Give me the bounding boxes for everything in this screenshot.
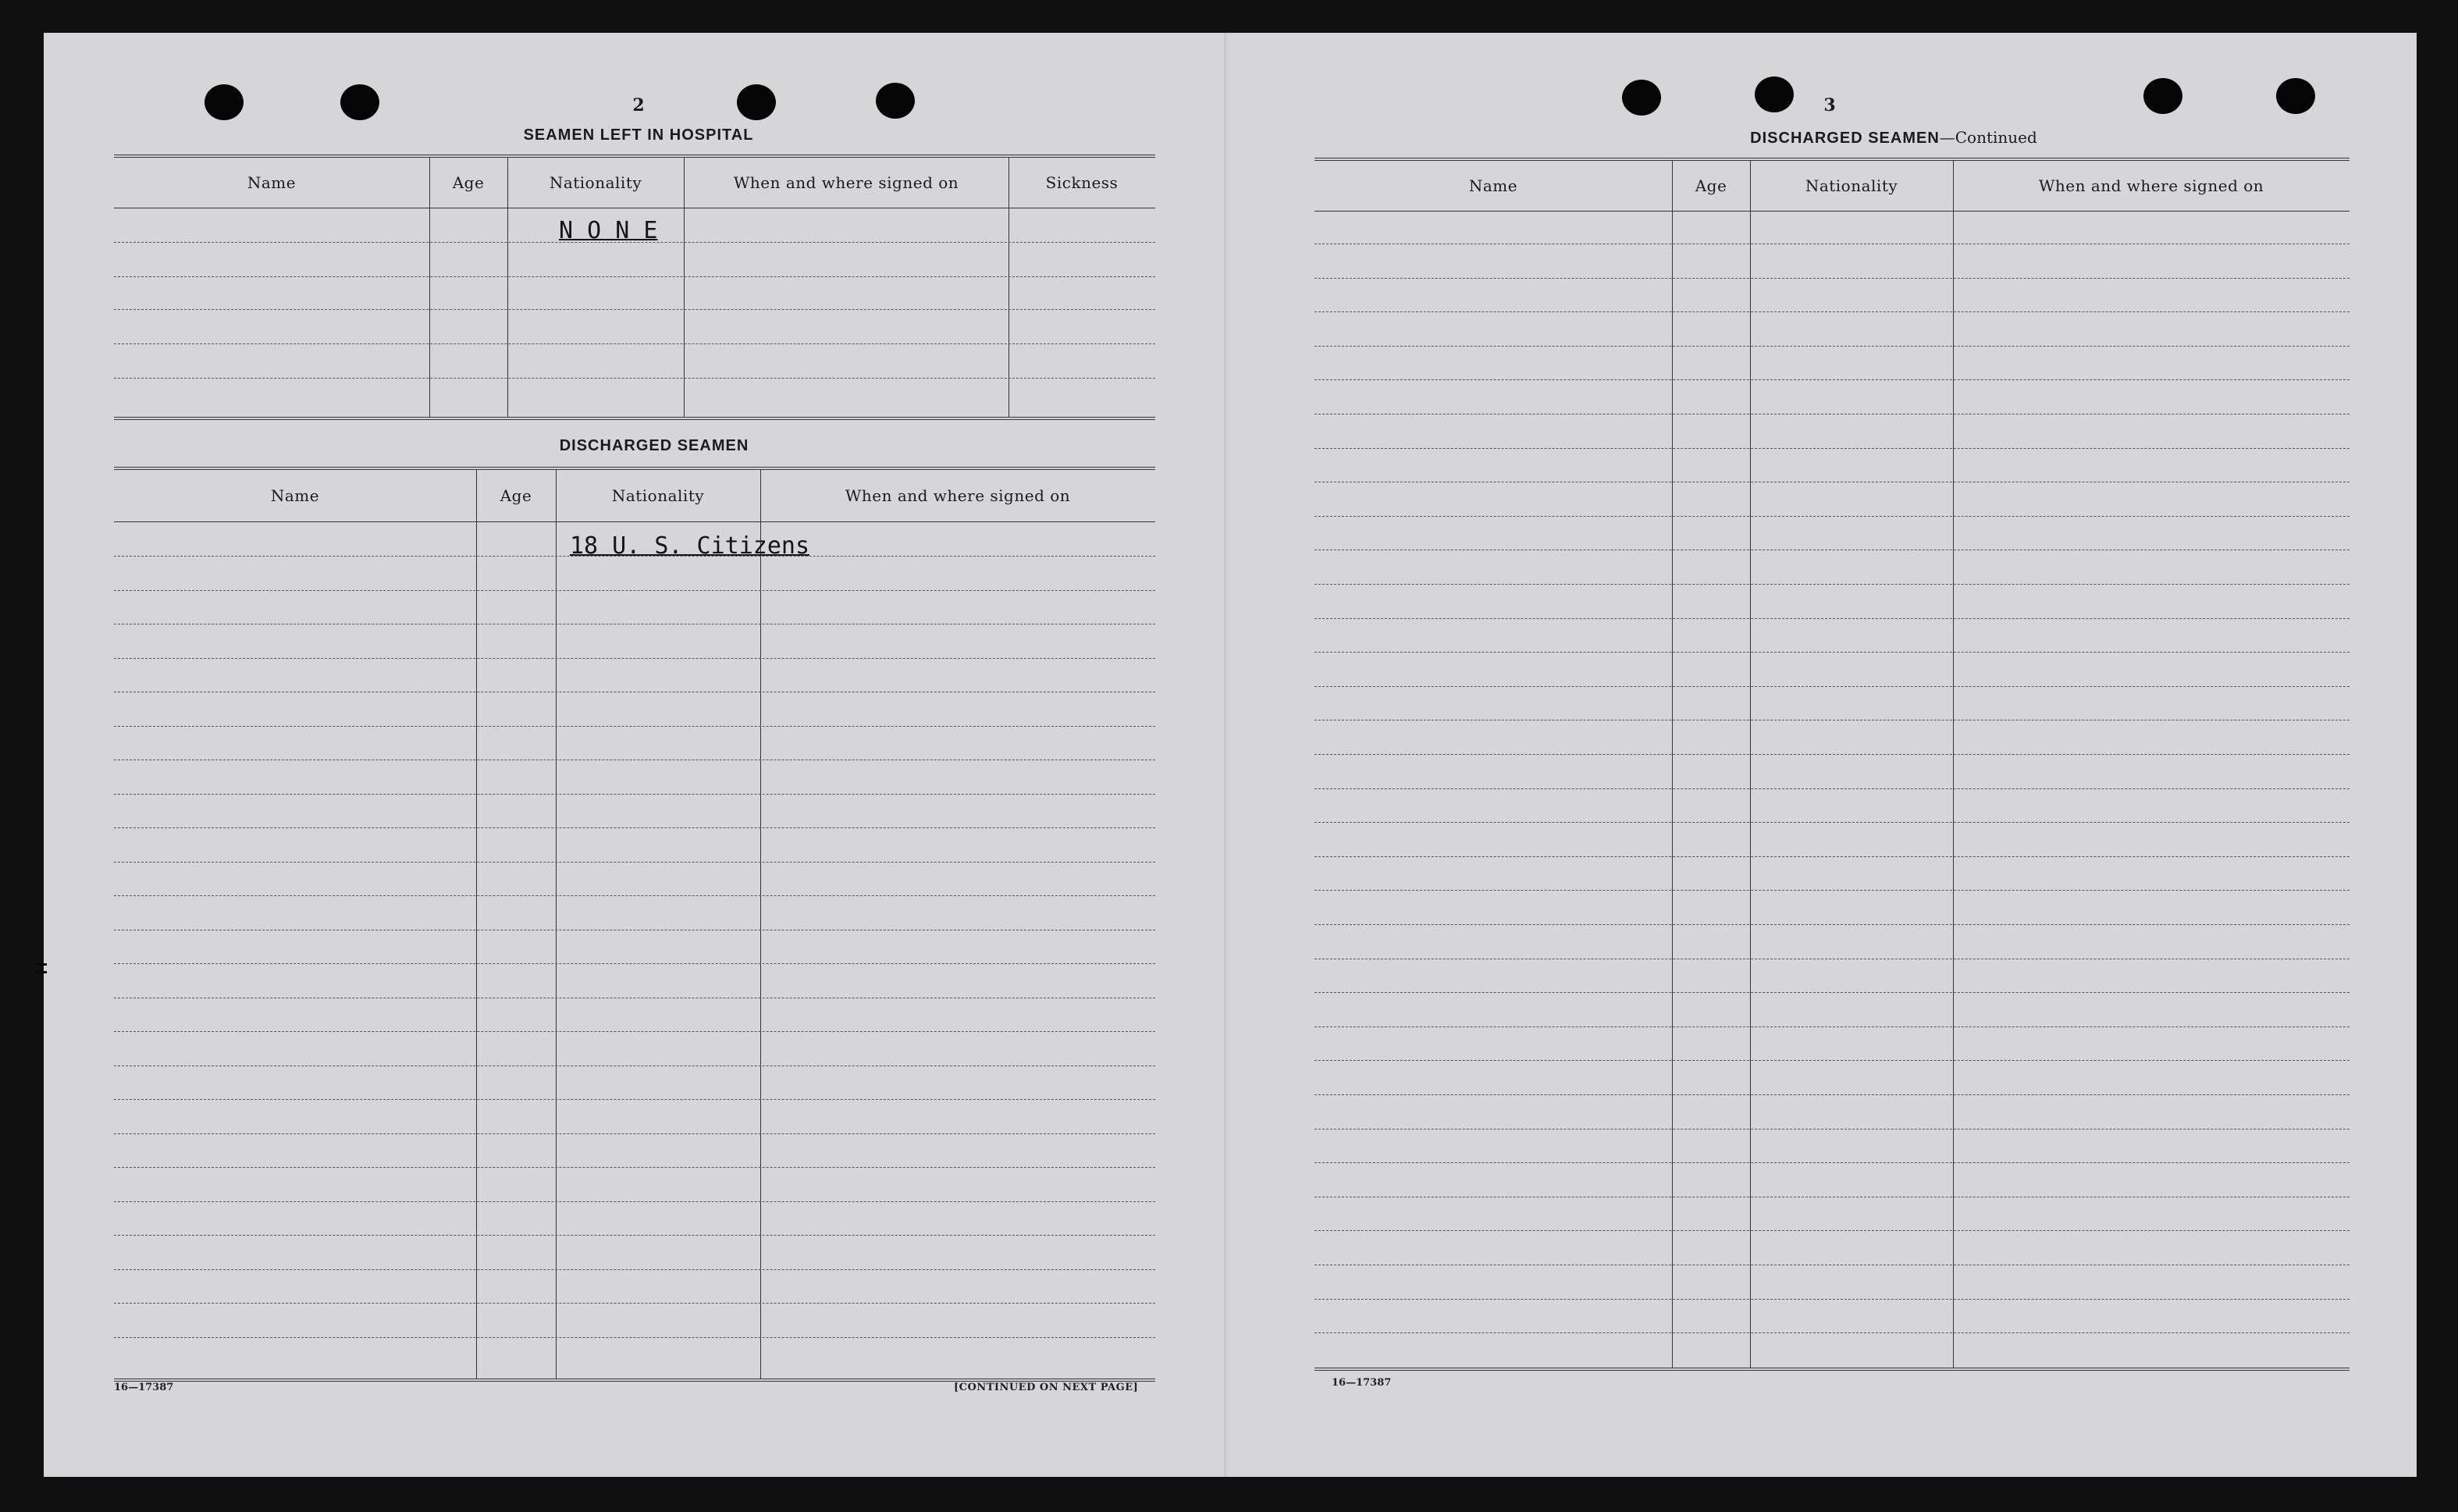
punch-hole (2143, 78, 2182, 114)
edge-mark (34, 963, 47, 966)
row-rule (114, 794, 1155, 795)
row-rule (114, 1099, 1155, 1100)
row-rule (114, 378, 1155, 379)
column-header-age: Age (452, 173, 485, 192)
column-divider (556, 470, 557, 1379)
row-rule (1314, 1162, 2350, 1163)
row-rule (1314, 516, 2350, 517)
row-rule (114, 1337, 1155, 1338)
column-header-name: Name (270, 486, 320, 505)
discharged-table (114, 467, 1155, 1382)
column-divider (1750, 161, 1751, 1368)
discharged-section-title: DISCHARGED SEAMEN (559, 437, 749, 454)
punch-hole (205, 84, 244, 120)
row-rule (114, 343, 1155, 344)
row-rule (114, 1133, 1155, 1134)
row-rule (1314, 278, 2350, 279)
column-divider (1953, 161, 1954, 1368)
row-rule (1314, 311, 2350, 312)
row-rule (114, 556, 1155, 557)
row-rule (114, 309, 1155, 310)
row-rule (1314, 1299, 2350, 1300)
column-header-age: Age (1695, 176, 1727, 195)
row-rule (114, 1269, 1155, 1270)
form-code-left: 16—17387 (114, 1382, 174, 1393)
row-rule (1314, 379, 2350, 380)
row-rule (1314, 754, 2350, 755)
row-rule (114, 726, 1155, 727)
page-fold (1224, 33, 1229, 1477)
hospital-table (114, 155, 1155, 420)
punch-hole (2276, 78, 2315, 114)
row-rule (114, 963, 1155, 964)
row-rule (114, 276, 1155, 277)
row-rule (114, 658, 1155, 659)
row-rule (1314, 1060, 2350, 1061)
row-rule (1314, 924, 2350, 925)
row-rule (1314, 890, 2350, 891)
row-rule (1314, 1026, 2350, 1027)
row-rule (1314, 822, 2350, 823)
page-number-left: 2 (632, 95, 645, 116)
row-rule (114, 1303, 1155, 1304)
row-rule (1314, 618, 2350, 619)
row-rule (114, 862, 1155, 863)
title-continued: —Continued (1939, 128, 2037, 147)
discharged-continued-header (1314, 161, 2350, 212)
page-number-right: 3 (1823, 95, 1836, 116)
column-header-name: Name (1468, 176, 1518, 195)
column-header-nationality: Nationality (1805, 176, 1898, 195)
row-rule (1314, 584, 2350, 585)
column-header-sickness: Sickness (1045, 173, 1119, 192)
row-rule (1314, 1332, 2350, 1333)
punch-hole (737, 84, 776, 120)
column-divider (476, 470, 477, 1379)
row-rule (114, 827, 1155, 828)
row-rule (1314, 856, 2350, 857)
row-rule (114, 590, 1155, 591)
row-rule (1314, 448, 2350, 449)
column-header-signed-on: When and where signed on (2038, 176, 2264, 195)
row-rule (1314, 1230, 2350, 1231)
title-main: DISCHARGED SEAMEN (1750, 130, 1940, 147)
punch-hole (1755, 76, 1794, 112)
row-rule (1314, 652, 2350, 653)
row-rule (1314, 992, 2350, 993)
hospital-table-header (114, 158, 1155, 208)
discharged-entry: 18 U. S. Citizens (570, 532, 810, 560)
column-header-nationality: Nationality (611, 486, 705, 505)
discharged-table-header (114, 470, 1155, 522)
row-rule (1314, 1129, 2350, 1130)
edge-mark (34, 971, 47, 973)
continued-note: [CONTINUED ON NEXT PAGE] (954, 1382, 1139, 1393)
discharged-continued-table (1314, 158, 2350, 1371)
punch-hole (1622, 80, 1661, 116)
row-rule (114, 895, 1155, 896)
hospital-entry: N O N E (559, 217, 658, 244)
column-header-name: Name (247, 173, 297, 192)
row-rule (114, 1167, 1155, 1168)
column-divider (760, 470, 761, 1379)
row-rule (1314, 686, 2350, 687)
column-header-nationality: Nationality (549, 173, 642, 192)
column-header-age: Age (500, 486, 532, 505)
row-rule (1314, 346, 2350, 347)
discharged-continued-title (1750, 128, 2037, 148)
row-rule (114, 1031, 1155, 1032)
row-rule (1314, 1094, 2350, 1095)
row-rule (114, 1235, 1155, 1236)
column-header-signed-on: When and where signed on (733, 173, 959, 192)
punch-hole (340, 84, 379, 120)
column-divider (1672, 161, 1673, 1368)
hospital-section-title: SEAMEN LEFT IN HOSPITAL (523, 126, 754, 144)
form-code-right: 16—17387 (1332, 1377, 1392, 1389)
column-header-signed-on: When and where signed on (845, 486, 1071, 505)
punch-hole (876, 83, 915, 119)
row-rule (1314, 788, 2350, 789)
row-rule (114, 1201, 1155, 1202)
